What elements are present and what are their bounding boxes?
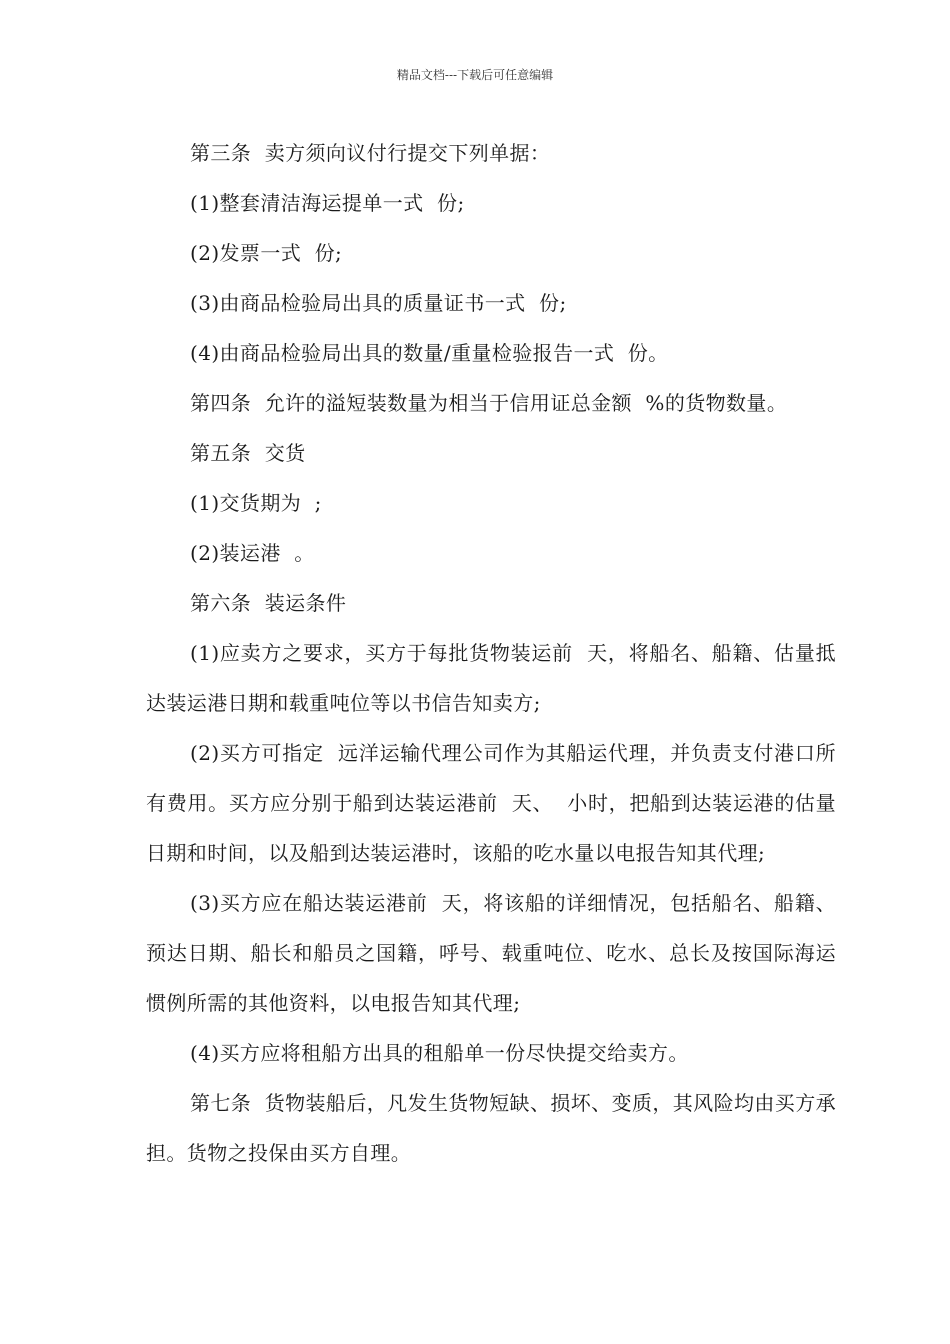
page-header: 精品文档---下载后可任意编辑 bbox=[396, 68, 554, 82]
shipping-item-4: (4)买方应将租船方出具的租船单一份尽快提交给卖方。 bbox=[190, 1041, 689, 1065]
article-5-heading: 第五条 交货 bbox=[190, 441, 306, 465]
document-item-3: (3)由商品检验局出具的质量证书一式 份; bbox=[190, 291, 567, 315]
article-4-paragraph: 第四条 允许的溢短装数量为相当于信用证总金额 %的货物数量。 bbox=[190, 391, 788, 415]
article-3-heading: 第三条 卖方须向议付行提交下列单据： bbox=[190, 141, 551, 165]
document-item-1: (1)整套清洁海运提单一式 份; bbox=[190, 191, 465, 215]
shipping-item-3: (3)买方应在船达装运港前 天，将该船的详细情况，包括船名、船籍、预达日期、船长和船员之国籍，呼号、载重吨位、吃水、总长及按国际海运惯例所需的其他资料，以电报告知其代理; bbox=[146, 891, 836, 1015]
shipping-item-2: (2)买方可指定 远洋运输代理公司作为其船运代理，并负责支付港口所有费用。买方应分别于船到达装运港前 天、 小时，把船到达装运港的估量日期和时间，以及船到达装运港时，该船的吃水量以电报告知其代理; bbox=[146, 741, 836, 865]
document-body bbox=[146, 128, 836, 1178]
document-item-4: (4)由商品检验局出具的数量/重量检验报告一式 份。 bbox=[190, 341, 669, 365]
document-item-2: (2)发票一式 份; bbox=[190, 241, 343, 265]
delivery-item-1: (1)交货期为 ; bbox=[190, 491, 322, 515]
shipping-item-1: (1)应卖方之要求，买方于每批货物装运前 天，将船名、船籍、估量抵达装运港日期和载重吨位等以书信告知卖方; bbox=[146, 641, 836, 715]
delivery-item-2: (2)装运港 。 bbox=[190, 541, 315, 565]
article-7-paragraph: 第七条 货物装船后，凡发生货物短缺、损坏、变质，其风险均由买方承担。货物之投保由买方自理。 bbox=[146, 1091, 836, 1165]
article-6-heading: 第六条 装运条件 bbox=[190, 591, 347, 615]
